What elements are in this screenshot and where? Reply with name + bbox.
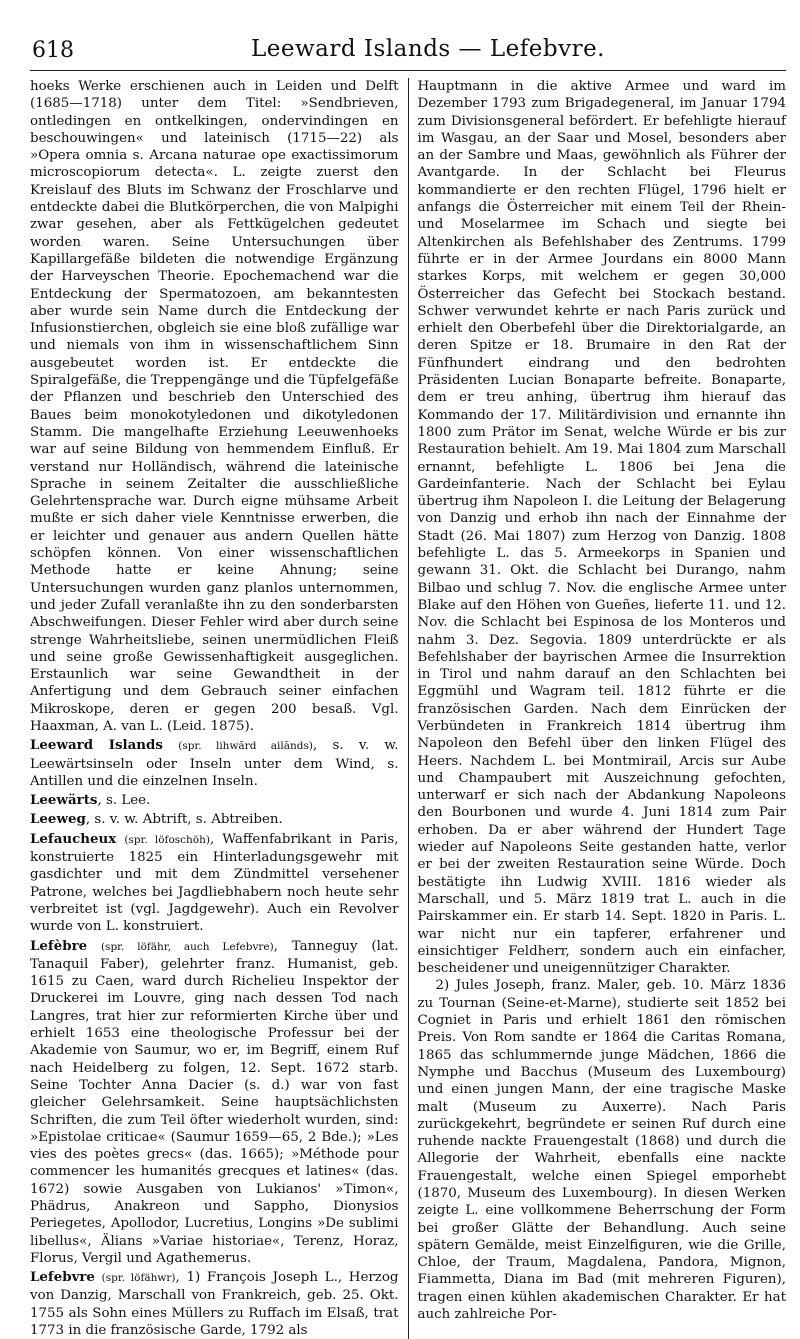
left-column	[30, 78, 408, 1339]
body-paragraph: 2) Jules Joseph, franz. Maler, geb. 10. März 1836 zu Tournan (Seine-et-Marne), studierte seit 1852 bei Cogniet in Paris und erhielt 1861 den römischen Preis. Von Rom sandte er 1864 die Caritas Romana, 1865 das schlummernde junge Mädchen, 1866 die Nymphe und Bacchus (Museum des Luxembourg) und einen jungen Mann, der eine tragische Maske malt (Museum zu Auxerre). Nach Paris zurückgekehrt, begründete er seinen Ruf durch eine ruhende nackte Frauengestalt (1868) und durch die Allegorie der Wahrheit, ebenfalls eine nackte Frauengestalt, welche einen Spiegel emporhebt (1870, Museum des Luxembourg). In diesen Werken zeigte L. eine vollkommene Beherrschung der Form bei großer Glätte der Behandlung. Auch seine spätern Gemälde, meist Einzelfiguren, wie die Grille, Chloe, der Traum, Magdalena, Pandora, Mignon, Fiammetta, Diana im Bad (mit mehreren Figuren), tragen einen kühlen akademischen Charakter. Er hat auch zahlreiche Por-	[417, 978, 786, 1323]
dictionary-entry	[30, 811, 399, 828]
page-number: 618	[32, 38, 74, 63]
dictionary-entry	[30, 831, 399, 936]
dictionary-entry	[30, 792, 399, 809]
entry-headword: Leewärts	[30, 792, 98, 809]
entry-body: , s. v. w. Leewärtsinseln oder Inseln unter dem Wind, s. Antillen und die einzelnen Inseln.	[30, 738, 399, 789]
entry-body: , 1) François Joseph L., Herzog von Danzig, Marschall von Frankreich, geb. 25. Okt. 1755 als Sohn eines Müllers zu Ruffach im Elsaß, trat 1773 in die französische Garde, 1792 als	[30, 1270, 399, 1339]
body-paragraph: hoeks Werke erschienen auch in Leiden und Delft (1685—1718) unter dem Titel: »Sendbrieven, ontledingen en ontkelkingen, ondervindingen en beschouwingen« und lateinisch (1715—22) als »Opera omnia s. Arcana naturae ope exactissimorum microscopiorum detecta«. L. zeigte zuerst den Kreislauf des Bluts im Schwanz der Froschlarve und entdeckte dabei die Blutkörperchen, die von Malpighi zwar gesehen, aber als Fettkügelchen gedeutet worden waren. Seine Untersuchungen über Kapillargefäße bildeten die notwendige Ergänzung der Harveyschen Theorie. Epochemachend war die Entdeckung der Spermatozoen, am bekanntesten aber wurde sein Name durch die Entdeckung der Infusionstierchen, obgleich sie eine bloß zufällige war und niemals von ihm in wissenschaftlichem Sinn ausgebeutet worden ist. Er entdeckte die Spiralgefäße, die Treppengänge und die Tüpfelgefäße der Pflanzen und beschrieb den Unterschied des Baues beim monokotyledonen und dikotyledonen Stamm. Die mangelhafte Erziehung Leeuwenhoeks war auf seine Bildung von hemmendem Einfluß. Er verstand nur Holländisch, während die lateinische Sprache in seinem Zeitalter die ausschließliche Gelehrtensprache war. Durch eigne mühsame Arbeit mußte er sich daher viele Kenntnisse erwerben, die er leichter und genauer aus andern Quellen hätte schöpfen können. Von einer wissenschaftlichen Methode hatte er keine Ahnung; seine Untersuchungen wurden ganz planlos unternommen, und jeder Zufall veranlaßte ihn zu den sonderbarsten Abschweifungen. Dieser Fehler wird aber durch seine strenge Wahrheitsliebe, seinen unermüdlichen Fleiß und seine große Gewissenhaftigkeit ausgeglichen. Erstaunlich war seine Gewandtheit in der Anfertigung und dem Gebrauch seiner einfachen Mikroskope, deren er gegen 200 besaß. Vgl. Haaxman, A. van L. (Leid. 1875).	[30, 79, 399, 734]
entry-pronunciation: (spr. löfähwr)	[101, 1272, 176, 1285]
entry-pronunciation: (spr. löfoschöh)	[124, 833, 210, 846]
header-rule	[30, 70, 786, 71]
entry-headword: Lefèbre	[30, 937, 88, 954]
dictionary-entry	[30, 1269, 399, 1339]
entry-headword: Leeward Islands	[30, 737, 163, 754]
running-title: Leeward Islands — Lefebvre.	[251, 36, 605, 62]
entry-headword: Leeweg	[30, 811, 86, 828]
entry-headword: Lefaucheux	[30, 830, 117, 847]
entry-pronunciation: (spr. löfähr, auch Lefebvre)	[100, 940, 274, 953]
entry-body: , s. Lee.	[97, 793, 151, 809]
text-columns	[30, 78, 786, 1339]
entry-body: , s. v. w. Abtrift, s. Abtreiben.	[85, 812, 283, 828]
body-paragraph: Hauptmann in die aktive Armee und ward im Dezember 1793 zum Brigadegeneral, im Januar 1794 zum Divisionsgeneral befördert. Er befehligte hierauf im Wasgau, an der Saar und Mosel, besonders aber an der Sambre und Maas, gewöhnlich als Führer der Avantgarde. In der Schlacht bei Fleurus kommandierte er den rechten Flügel, 1796 hielt er anfangs die Österreicher mit einem Teil der Rhein- und Moselarmee im Schach und siegte bei Altenkirchen als Befehlshaber des Zentrums. 1799 führte er in der Armee Jourdans ein 8000 Mann starkes Korps, mit welchem er gegen 30,000 Österreicher das Gefecht bei Stockach bestand. Schwer verwundet kehrte er nach Paris zurück und erhielt den Oberbefehl über die Direktorialgarde, an deren Spitze er 18. Brumaire in den Rat der Fünfhundert eindrang und den bedrohten Präsidenten Lucian Bonaparte befreite. Bonaparte, dem er treu anhing, übertrug ihm hierauf das Kommando der 17. Militärdivision und ernannte ihn 1800 zum Prätor im Senat, welche Würde er bis zur Restauration behielt. Am 19. Mai 1804 zum Marschall ernannt, befehligte L. 1806 bei Jena die Gardeinfanterie. Nach der Schlacht bei Eylau übertrug ihm Napoleon I. die Leitung der Belagerung von Danzig und erhob ihn nach der Einnahme der Stadt (26. Mai 1807) zum Herzog von Danzig. 1808 befehligte L. das 5. Armeekorps in Spanien und gewann 31. Okt. die Schlacht bei Durango, nahm Bilbao und schlug 7. Nov. die englische Armee unter Blake auf den Höhen von Gueñes, lieferte 11. und 12. Nov. die Schlacht bei Espinosa de los Monteros und nahm 3. Dez. Segovia. 1809 unterdrückte er als Befehlshaber der bayrischen Armee die Insurrektion in Tirol und nahm darauf an den Schlachten bei Eggmühl und Wagram teil. 1812 führte er die französischen Garden. Nach dem Einrücken der Verbündeten in Frankreich 1814 übertrug ihm Napoleon den Befehl über den linken Flügel des Heers. Nachdem L. bei Montmirail, Arcis sur Aube und Champaubert mit Auszeichnung gefochten, unterwarf er sich nach der Abdankung Napoleons den Bourbonen und wurde 4. Juni 1814 zum Pair erhoben. Da er aber während der Hundert Tage wieder auf Napoleons Seite gestanden hatte, verlor er bei der zweiten Restauration seine Würde. Doch bestätigte ihn Ludwig XVIII. 1816 wieder als Marschall, und 5. März 1819 trat L. auch in die Pairskammer ein. Er starb 14. Sept. 1820 in Paris. L. war nicht nur ein tapferer, erfahrener und einsichtiger Feldherr, sondern auch ein einfacher, bescheidener und uneigennütziger Charakter.	[417, 79, 786, 977]
right-column	[409, 78, 787, 1339]
page-header	[30, 0, 786, 64]
entry-body: , Tanneguy (lat. Tanaquil Faber), gelehrter franz. Humanist, geb. 1615 zu Caen, ward durch Richelieu Inspektor der Druckerei im Louvre, ging nach dessen Tod nach Langres, trat hier zur reformierten Kirche über und erhielt 1653 eine theologische Professur bei der Akademie von Saumur, wo er, im Begriff, einem Ruf nach Heidelberg zu folgen, 12. Sept. 1672 starb. Seine Tochter Anna Dacier (s. d.) war von fast gleicher Gelehrsamkeit. Seine hauptsächlichsten Schriften, die zum Teil öfter wiederholt wurden, sind: »Epistolae criticae« (Saumur 1659—65, 2 Bde.); »Les vies des poètes grecs« (das. 1665); »Méthode pour commencer les humanités grecques et latines« (das. 1672) sowie Ausgaben von Lukianos' »Timon«, Phädrus, Anakreon und Sappho, Dionysios Periegetes, Apollodor, Lucretius, Longins »De sublimi libellus«, Älians »Variae historiae«, Terenz, Horaz, Florus, Vergil und Agathemerus.	[30, 938, 399, 1266]
entry-pronunciation: (spr. lihwărd ailănds)	[178, 740, 313, 753]
dictionary-entry	[30, 737, 399, 790]
dictionary-entry	[30, 938, 399, 1268]
entry-headword: Lefebvre	[30, 1269, 95, 1286]
entry-body: , Waffenfabrikant in Paris, konstruierte 1825 ein Hinterladungsgewehr mit gasdichter und mit dem Zündmittel versehener Patrone, welches bei Jagdliebhabern noch heute sehr verbreitet ist (vgl. Jagdgewehr). Auch ein Revolver wurde von L. konstruiert.	[30, 831, 399, 935]
